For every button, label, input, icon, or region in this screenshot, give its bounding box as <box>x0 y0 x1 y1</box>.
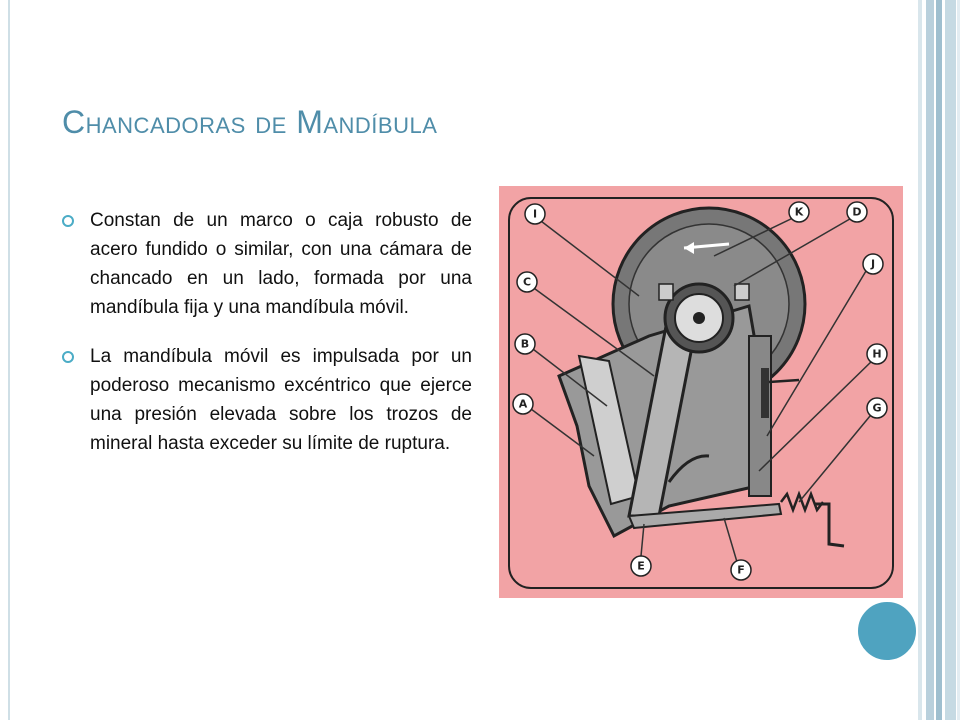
callout-label-e: E <box>637 559 645 573</box>
callout-label-f: F <box>737 563 745 577</box>
jaw-crusher-diagram <box>499 186 903 598</box>
callout-label-d: D <box>852 205 862 219</box>
bullet-text: Constan de un marco o caja robusto de acero fundido o similar, con una cámara de chancado en un lado, formada por una mandíbula fija y una mandíbula móvil. <box>90 210 472 318</box>
callout-label-b: B <box>520 337 530 351</box>
callout-label-j: J <box>870 257 876 271</box>
callout-label-h: H <box>872 347 882 361</box>
callout-label-i: I <box>532 207 538 221</box>
ring-bullet-icon <box>62 215 74 227</box>
bullet-text: La mandíbula móvil es impulsada por un poderoso mecanismo excéntrico que ejerce una presión elevada sobre los trozos de mineral hasta exceder su límite de ruptura. <box>90 346 472 454</box>
bullet-item <box>62 342 472 458</box>
jaw-crusher-drawing <box>499 186 903 598</box>
callout-label-g: G <box>872 401 882 415</box>
decorative-circle <box>856 600 918 662</box>
bullet-item <box>62 206 472 322</box>
callout-label-k: K <box>794 205 804 219</box>
callout-label-c: C <box>522 275 532 289</box>
callout-label-a: A <box>518 397 528 411</box>
ring-bullet-icon <box>62 351 74 363</box>
slide-title: Chancadoras de Mandíbula <box>62 104 438 140</box>
left-border-line <box>8 0 10 720</box>
bullet-list <box>62 206 472 478</box>
right-decorative-stripes <box>918 0 960 720</box>
